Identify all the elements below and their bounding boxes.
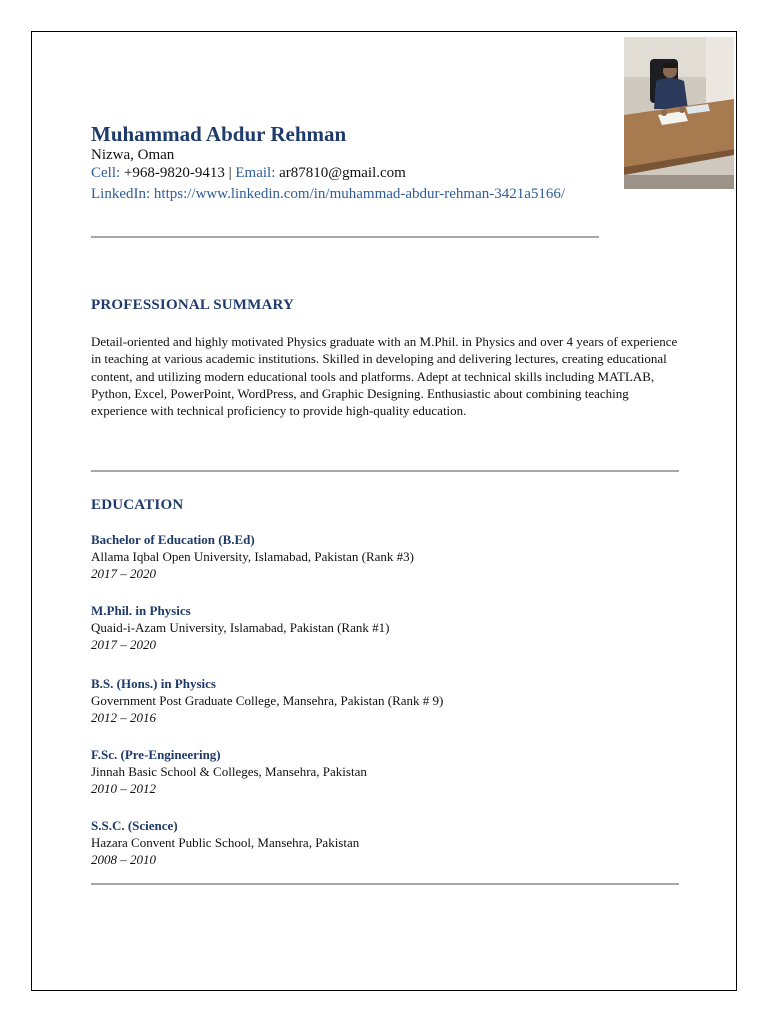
education-heading: EDUCATION — [91, 497, 184, 513]
education-years: 2012 – 2016 — [91, 710, 156, 725]
education-years: 2017 – 2020 — [91, 566, 156, 581]
education-school: Jinnah Basic School & Colleges, Mansehra, Pakistan — [91, 764, 367, 779]
education-degree: S.S.C. (Science) — [91, 818, 178, 833]
email-label: Email: — [235, 165, 276, 181]
candidate-name: Muhammad Abdur Rehman — [91, 122, 347, 146]
education-entry — [91, 817, 691, 868]
profile-photo-image — [624, 37, 734, 189]
education-school: Hazara Convent Public School, Mansehra, Pakistan — [91, 835, 360, 850]
email-value[interactable]: ar87810@gmail.com — [279, 165, 406, 181]
linkedin-link[interactable]: LinkedIn: https://www.linkedin.com/in/muhammad-abdur-rehman-3421a5166/ — [91, 186, 566, 202]
education-entry — [91, 531, 691, 582]
education-school: Quaid-i-Azam University, Islamabad, Pakistan (Rank #1) — [91, 620, 390, 635]
education-years: 2017 – 2020 — [91, 637, 156, 652]
education-degree: B.S. (Hons.) in Physics — [91, 676, 216, 691]
cell-label: Cell: — [91, 165, 121, 181]
education-entry — [91, 675, 691, 726]
header-divider — [91, 236, 599, 238]
education-divider — [91, 883, 679, 885]
education-entry — [91, 746, 691, 797]
location: Nizwa, Oman — [91, 147, 175, 163]
cell-value[interactable]: +968-9820-9413 — [123, 165, 225, 181]
education-school: Allama Iqbal Open University, Islamabad, Pakistan (Rank #3) — [91, 549, 414, 564]
phone-email-line — [91, 164, 406, 182]
summary-heading: PROFESSIONAL SUMMARY — [91, 297, 295, 313]
education-years: 2010 – 2012 — [91, 781, 156, 796]
resume-page — [31, 31, 737, 991]
education-degree: M.Phil. in Physics — [91, 603, 191, 618]
education-entry — [91, 602, 691, 653]
education-school: Government Post Graduate College, Mansehra, Pakistan (Rank # 9) — [91, 693, 444, 708]
summary-divider — [91, 470, 679, 472]
contact-separator: | — [228, 165, 232, 181]
education-degree: Bachelor of Education (B.Ed) — [91, 532, 255, 547]
profile-photo — [624, 37, 734, 189]
education-years: 2008 – 2010 — [91, 852, 156, 867]
education-degree: F.Sc. (Pre-Engineering) — [91, 747, 221, 762]
summary-text: Detail-oriented and highly motivated Physics graduate with an M.Phil. in Physics and over 4 years of experience in teaching at various academic institutions. Skilled in developing and delivering lectures, creating educational content, and utilizing modern educational tools and platforms. Adept at technical skills including MATLAB, Python, Excel, PowerPoint, WordPress, and Graphic Designing. Enthusiastic about combining teaching experience with technical proficiency to provide high-quality education. — [91, 334, 678, 419]
